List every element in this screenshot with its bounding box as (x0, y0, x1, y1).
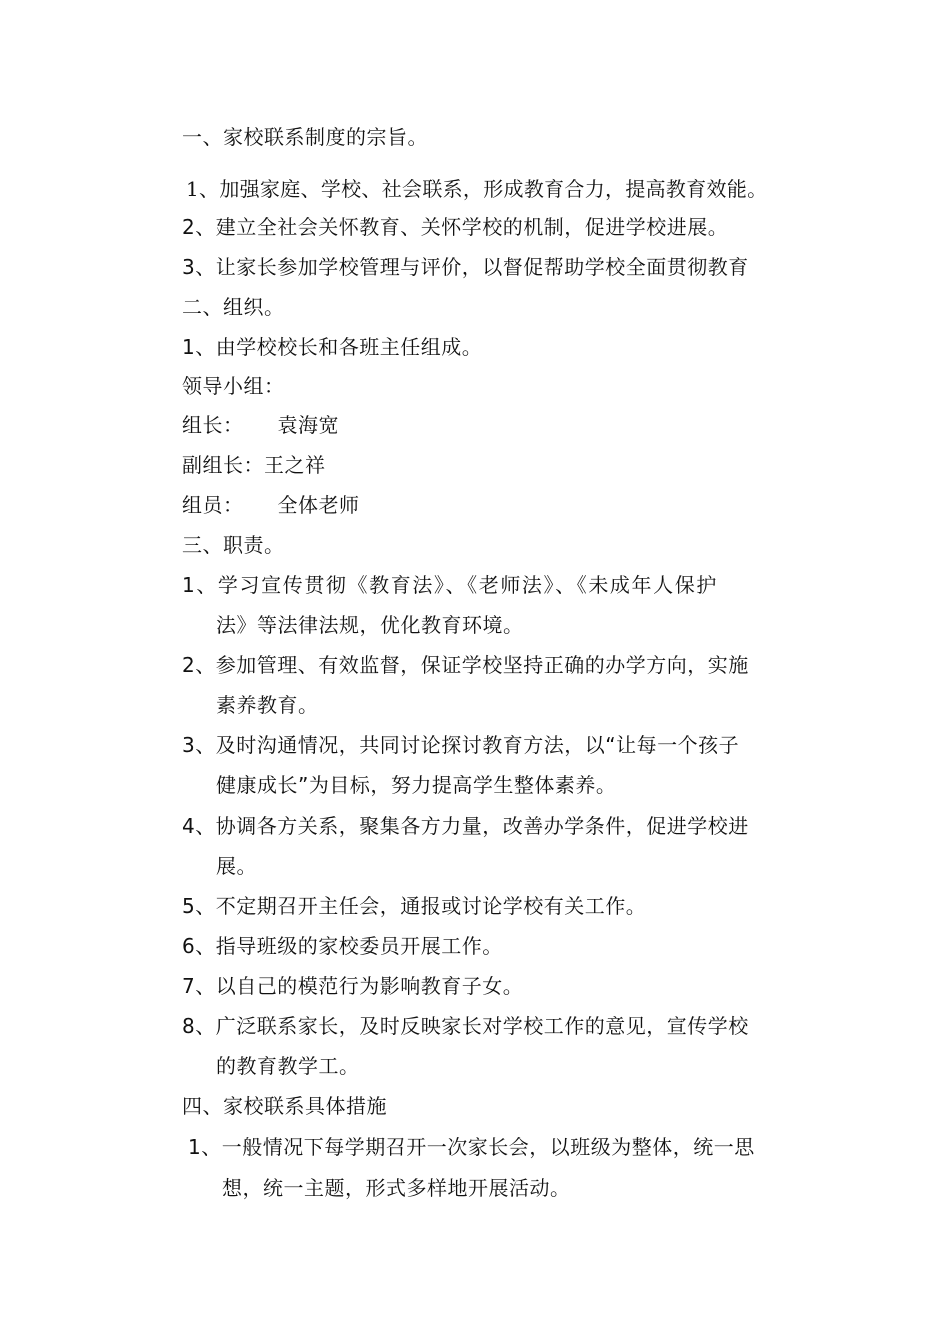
section-3-item-8-line-2: 的教育教学工。 (216, 1054, 360, 1078)
section-3-item-1-line-1: 1、学习宣传贯彻《教育法》、《老师法》、《未成年人保护 (182, 573, 718, 597)
section-3-item-5: 5、不定期召开主任会，通报或讨论学校有关工作。 (182, 894, 647, 918)
section-3-item-1-line-2: 法》等法律法规，优化教育环境。 (216, 613, 524, 637)
leader-row (182, 411, 339, 439)
section-3-item-2-line-1: 2、参加管理、有效监督，保证学校坚持正确的办学方向，实施 (182, 653, 749, 677)
section-3-item-3-line-1: 3、及时沟通情况，共同讨论探讨教育方法，以“让每一个孩子 (182, 733, 740, 757)
section-4-item-1-line-2: 想，统一主题，形式多样地开展活动。 (222, 1176, 571, 1200)
deputy-row (182, 451, 326, 479)
leader-label: 组长： (182, 413, 244, 437)
deputy-name: 王之祥 (264, 453, 326, 477)
section-4-item-1-line-1: 1、一般情况下每学期召开一次家长会，以班级为整体，统一思 (188, 1135, 755, 1159)
section-3-item-4-line-2: 展。 (216, 854, 257, 878)
section-3-heading: 三、职责。 (182, 533, 285, 557)
section-3-item-7: 7、以自己的模范行为影响教育子女。 (182, 974, 524, 998)
section-2-item-1: 1、由学校校长和各班主任组成。 (182, 335, 483, 359)
section-3-item-2-line-2: 素养教育。 (216, 693, 319, 717)
section-1-item-3: 3、让家长参加学校管理与评价，以督促帮助学校全面贯彻教育 (182, 255, 749, 279)
section-1-item-2: 2、建立全社会关怀教育、关怀学校的机制，促进学校进展。 (182, 215, 729, 239)
section-1-item-1: 1、加强家庭、学校、社会联系，形成教育合力，提高教育效能。 (186, 177, 768, 201)
leader-name: 袁海宽 (277, 413, 339, 437)
section-3-item-6: 6、指导班级的家校委员开展工作。 (182, 934, 503, 958)
leader-group-label: 领导小组： (182, 374, 285, 398)
deputy-label: 副组长： (182, 453, 264, 477)
section-2-heading: 二、组织。 (182, 295, 285, 319)
section-3-item-3-line-2: 健康成长”为目标，努力提高学生整体素养。 (216, 773, 617, 797)
member-row (182, 491, 360, 519)
section-3-item-4-line-1: 4、协调各方关系，聚集各方力量，改善办学条件，促进学校进 (182, 814, 749, 838)
member-name: 全体老师 (277, 493, 360, 517)
section-1-heading: 一、家校联系制度的宗旨。 (182, 125, 428, 149)
member-label: 组员： (182, 493, 244, 517)
section-3-item-8-line-1: 8、广泛联系家长，及时反映家长对学校工作的意见，宣传学校 (182, 1014, 749, 1038)
section-4-heading: 四、家校联系具体措施 (182, 1094, 387, 1118)
